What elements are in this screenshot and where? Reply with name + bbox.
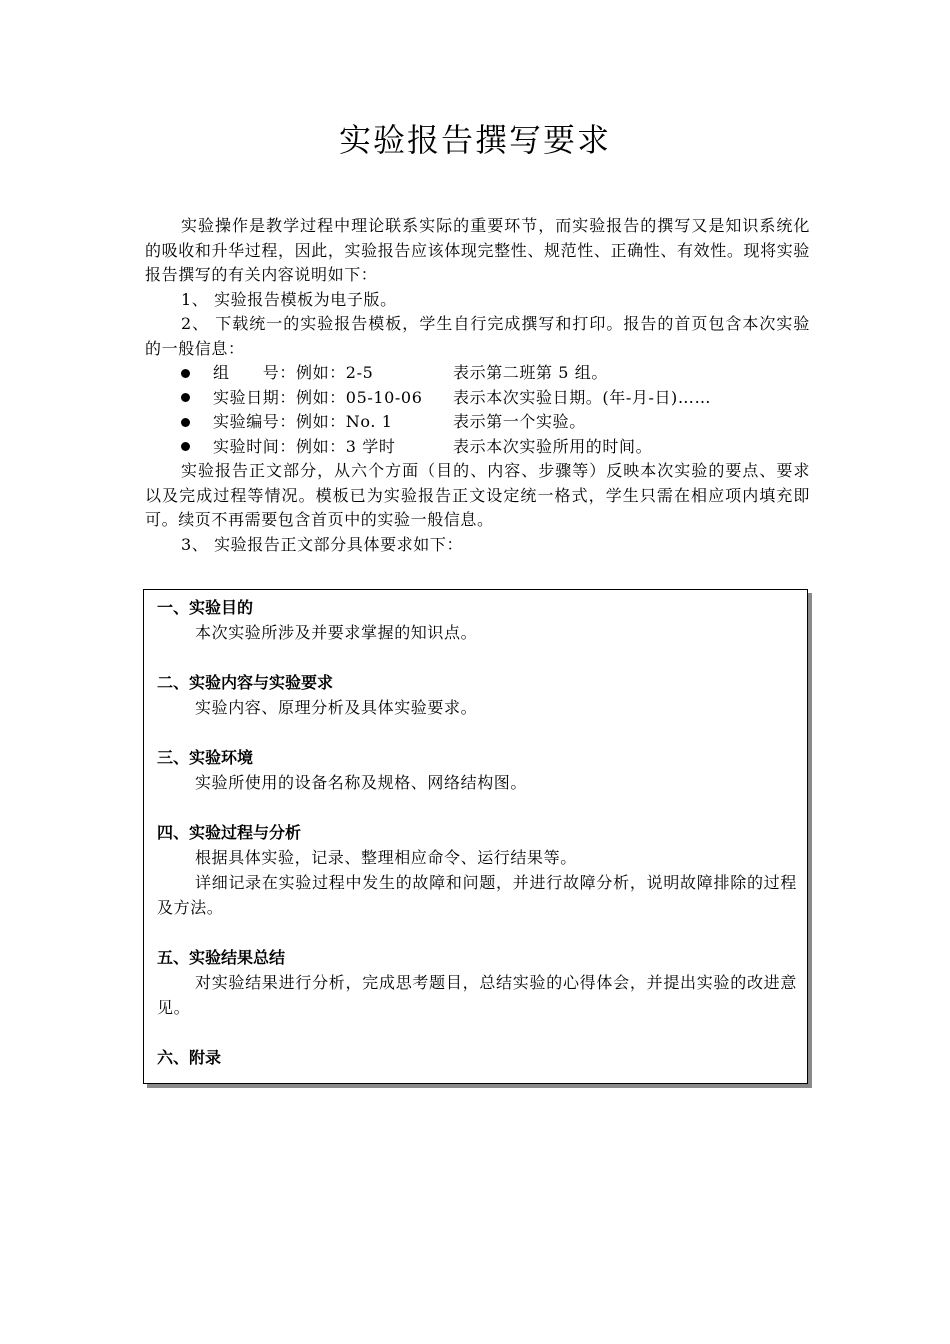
bullet-icon [181,442,190,451]
section-text: 本次实验所涉及并要求掌握的知识点。 [195,623,478,642]
bullet-label: 实验时间：例如：3 学时 [213,436,396,456]
section-title: 一、实验目的 [157,598,254,617]
bullet-icon [181,393,190,402]
requirements-box [143,589,808,1084]
body-paragraph: 实验报告正文部分，从六个方面（目的、内容、步骤等）反映本次实验的要点、要求以及完成过程等情况。模板已为实验报告正文设定统一格式，学生只需在相应项内填充即可。续页不再需要包含首页中的实验一般信息。 [145,461,810,529]
requirements-list [157,596,797,1096]
bullet-item-number [145,410,810,435]
bullet-item-date [145,386,810,411]
section-title: 五、实验结果总结 [157,948,286,967]
section-summary [157,946,797,1020]
section-appendix [157,1046,797,1070]
section-title: 六、附录 [157,1048,222,1067]
section-text: 对实验结果进行分析，完成思考题目，总结实验的心得体会，并提出实验的改进意见。 [157,973,797,1017]
section-environment [157,746,797,795]
section-title: 二、实验内容与实验要求 [157,673,334,692]
bullet-icon [181,369,190,378]
bullet-label: 实验编号：例如：No. 1 [213,412,393,431]
page-title: 实验报告撰写要求 [338,121,611,159]
bullet-label: 组 号：例如：2-5 [213,363,374,382]
bullet-description: 表示第一个实验。 [453,412,586,431]
bullet-description: 表示本次实验所用的时间。 [453,436,653,456]
section-title: 三、实验环境 [157,748,254,767]
list-item-2: 2、 下载统一的实验报告模板，学生自行完成撰写和打印。报告的首页包含本次实验的一般信息： [145,314,810,358]
section-text: 详细记录在实验过程中发生的故障和问题，并进行故障分析，说明故障排除的过程及方法。 [157,873,797,917]
list-item-1: 1、 实验报告模板为电子版。 [181,289,397,309]
bullet-item-group-number [145,361,810,386]
intro-section [145,214,810,557]
section-content [157,671,797,720]
section-text: 实验内容、原理分析及具体实验要求。 [195,698,478,717]
list-item-3: 3、 实验报告正文部分具体要求如下： [181,534,464,554]
bullet-label: 实验日期：例如：05-10-06 [213,387,423,407]
bullet-description: 表示本次实验日期。(年-月-日)…… [453,387,712,407]
section-text: 根据具体实验，记录、整理相应命令、运行结果等。 [195,848,577,867]
bullet-icon [181,418,190,427]
bullet-description: 表示第二班第 5 组。 [453,363,608,382]
section-purpose [157,596,797,645]
intro-paragraph: 实验操作是教学过程中理论联系实际的重要环节，而实验报告的撰写又是知识系统化的吸收和升华过程，因此，实验报告应该体现完整性、规范性、正确性、有效性。现将实验报告撰写的有关内容说明如下： [145,216,810,284]
bullet-item-duration [145,435,810,460]
section-title: 四、实验过程与分析 [157,823,302,842]
section-process [157,821,797,920]
section-text: 实验所使用的设备名称及规格、网络结构图。 [195,773,528,792]
